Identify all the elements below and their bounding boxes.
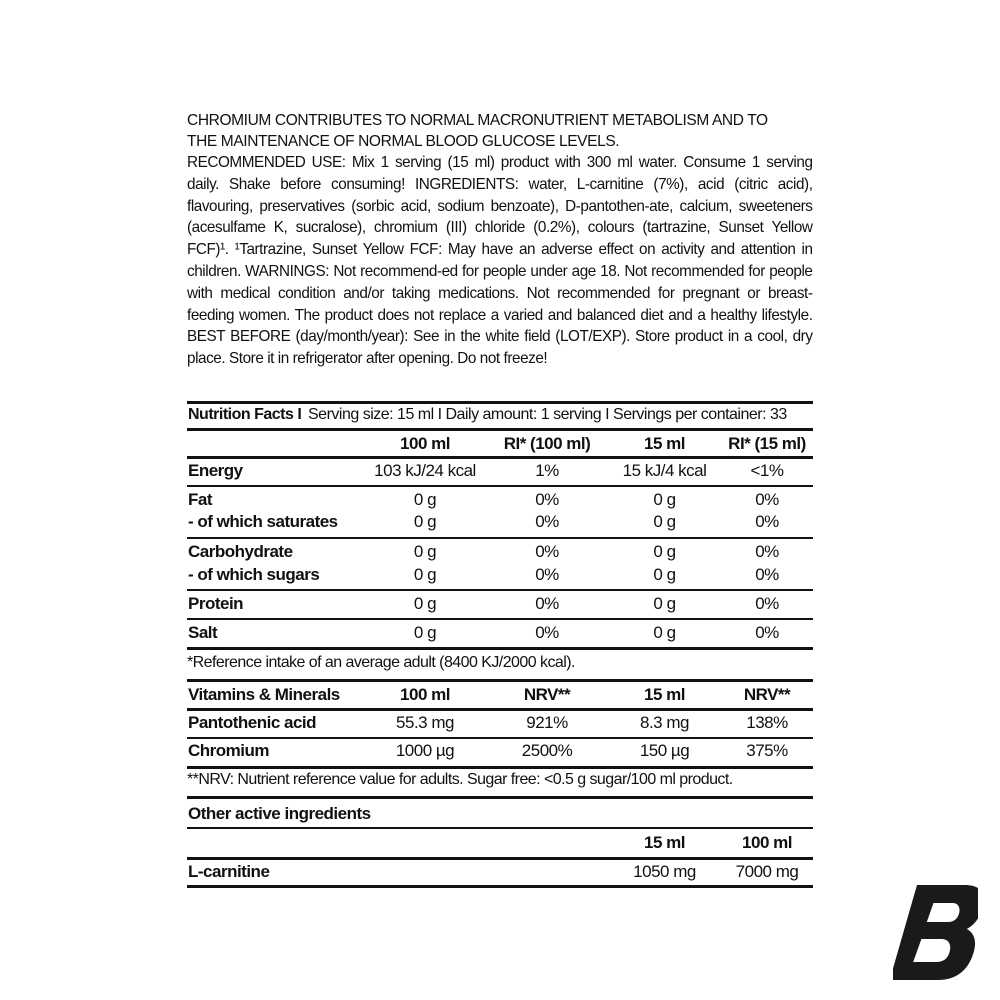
header-ri-15ml: RI* (15 ml) (728, 434, 806, 453)
table-row (187, 565, 813, 591)
cell: 0% (755, 623, 779, 642)
row-label: L-carnitine (188, 862, 270, 881)
header-100ml: 100 ml (742, 833, 792, 852)
header-15ml: 15 ml (644, 434, 685, 453)
cell: 15 kJ/4 kcal (622, 461, 707, 480)
cell: 0% (755, 512, 779, 531)
cell: 0 g (413, 490, 437, 509)
header-nrv: NRV** (743, 685, 791, 704)
cell: 8.3 mg (640, 713, 689, 732)
best-before-text: (day/month/year): See in the white field (LOT/EXP). Store product in a cool, dry place. Store it in refrigerator after opening. Do not freeze! (187, 328, 813, 368)
other-header-row (187, 833, 813, 859)
cell: 0 g (653, 565, 676, 584)
cell: 7000 mg (735, 862, 799, 881)
row-label: Carbohydrate (188, 542, 293, 561)
table-row (187, 713, 813, 739)
row-label: Pantothenic acid (188, 713, 317, 732)
table-row (187, 741, 813, 767)
vitamins-title: Vitamins & Minerals (188, 685, 340, 704)
rule (187, 827, 813, 829)
nutrition-title: Nutrition Facts I (188, 406, 302, 423)
cell: 0 g (653, 490, 676, 509)
cell: 0 g (653, 623, 676, 642)
rule (187, 485, 813, 487)
header-ri-100ml: RI* (100 ml) (503, 434, 591, 453)
other-title: Other active ingredients (188, 804, 371, 823)
rule (187, 618, 813, 620)
cell: 1050 mg (633, 862, 696, 881)
row-label: Salt (188, 623, 218, 642)
row-label: - of which saturates (188, 512, 338, 531)
cell: 0 g (413, 565, 437, 584)
row-label: Chromium (188, 741, 269, 760)
recommended-use-text: Mix 1 serving (15 ml) product with 300 ml water. Consume 1 serving daily. Shake before consuming! (187, 154, 813, 193)
table-row (187, 461, 813, 487)
cell: 2500% (521, 741, 573, 760)
cell: 150 µg (639, 741, 690, 760)
table-row (187, 512, 813, 538)
warnings-label: WARNINGS: (245, 262, 334, 280)
row-label: - of which sugars (188, 565, 320, 584)
cell: 55.3 mg (396, 713, 454, 732)
cell: 0% (535, 512, 559, 531)
table-row (187, 623, 813, 649)
cell: 0 g (413, 512, 437, 531)
cell: 0% (755, 594, 779, 613)
cell: <1% (750, 461, 784, 480)
row-label: Fat (188, 490, 212, 509)
brand-b-logo-icon (893, 885, 978, 980)
cell: 0% (755, 490, 779, 509)
rule (187, 885, 813, 888)
cell: 0% (755, 565, 779, 584)
health-claim (187, 110, 813, 152)
rule (187, 766, 813, 769)
cell: 921% (526, 713, 568, 732)
usage-paragraph (187, 152, 813, 370)
recommended-use-label: RECOMMENDED USE: (187, 154, 352, 171)
rule (187, 796, 813, 799)
cell: 0% (535, 565, 559, 584)
rule (187, 647, 813, 650)
header-100ml: 100 ml (400, 434, 450, 453)
rule (187, 737, 813, 739)
cell: 0% (535, 490, 559, 509)
ingredients-text: water, L-carnitine (7%), acid (citric acid), flavouring, preservatives (sorbic acid, sodium benzoate), D-pantothen-ate, calcium, sweeteners (acesulfame K, sucralose), chromium (III) chloride (0.2%), colours (tartrazine, Sunset Yellow FCF)¹. ¹Tartrazine, Sunset Yellow FCF: May have an adverse effect on activity and attention in children. (187, 175, 813, 280)
rule (187, 857, 813, 860)
cell: 0% (535, 623, 559, 642)
cell: 375% (746, 741, 788, 760)
ingredients-label: INGREDIENTS: (414, 175, 529, 193)
cell: 1% (535, 461, 559, 480)
rule (187, 679, 813, 682)
row-label: Protein (188, 594, 244, 613)
cell: 0 g (413, 594, 437, 613)
reference-intake-note: *Reference intake of an average adult (8400 KJ/2000 kcal). (187, 654, 575, 671)
rule (187, 708, 813, 711)
nrv-note: **NRV: Nutrient reference value for adults. Sugar free: <0.5 g sugar/100 ml product. (187, 771, 733, 788)
cell: 0 g (653, 594, 676, 613)
serving-info: Serving size: 15 ml I Daily amount: 1 serving I Servings per container: 33 (308, 406, 787, 423)
nutrition-top-rule (187, 401, 813, 404)
cell: 103 kJ/24 kcal (374, 461, 476, 480)
best-before-label: BEST BEFORE (187, 328, 296, 346)
cell: 1000 µg (395, 741, 455, 760)
cell: 0% (535, 542, 559, 561)
table-row (187, 594, 813, 620)
warnings-text: Not recommend-ed for people under age 18. Not recommended for people with medical condition and/or taking medications. Not recommended for pregnant or breast-feeding women. The product does not replace a varied and balanced diet and a healthy lifestyle. (187, 262, 813, 324)
claim-line-2: THE MAINTENANCE OF NORMAL BLOOD GLUCOSE LEVELS. (187, 133, 620, 150)
header-100ml: 100 ml (400, 685, 450, 704)
cell: 0% (535, 594, 559, 613)
cell: 0% (755, 542, 779, 561)
rule (187, 537, 813, 539)
cell: 0 g (653, 512, 676, 531)
claim-line-1: CHROMIUM CONTRIBUTES TO NORMAL MACRONUTRIENT METABOLISM AND TO (187, 112, 768, 129)
cell: 0 g (413, 542, 437, 561)
row-label: Energy (188, 461, 243, 480)
rule (187, 456, 813, 459)
header-15ml: 15 ml (644, 833, 685, 852)
rule (187, 428, 813, 431)
header-nrv: NRV** (523, 685, 571, 704)
rule (187, 589, 813, 591)
header-15ml: 15 ml (644, 685, 685, 704)
cell: 138% (746, 713, 788, 732)
cell: 0 g (653, 542, 676, 561)
cell: 0 g (413, 623, 437, 642)
